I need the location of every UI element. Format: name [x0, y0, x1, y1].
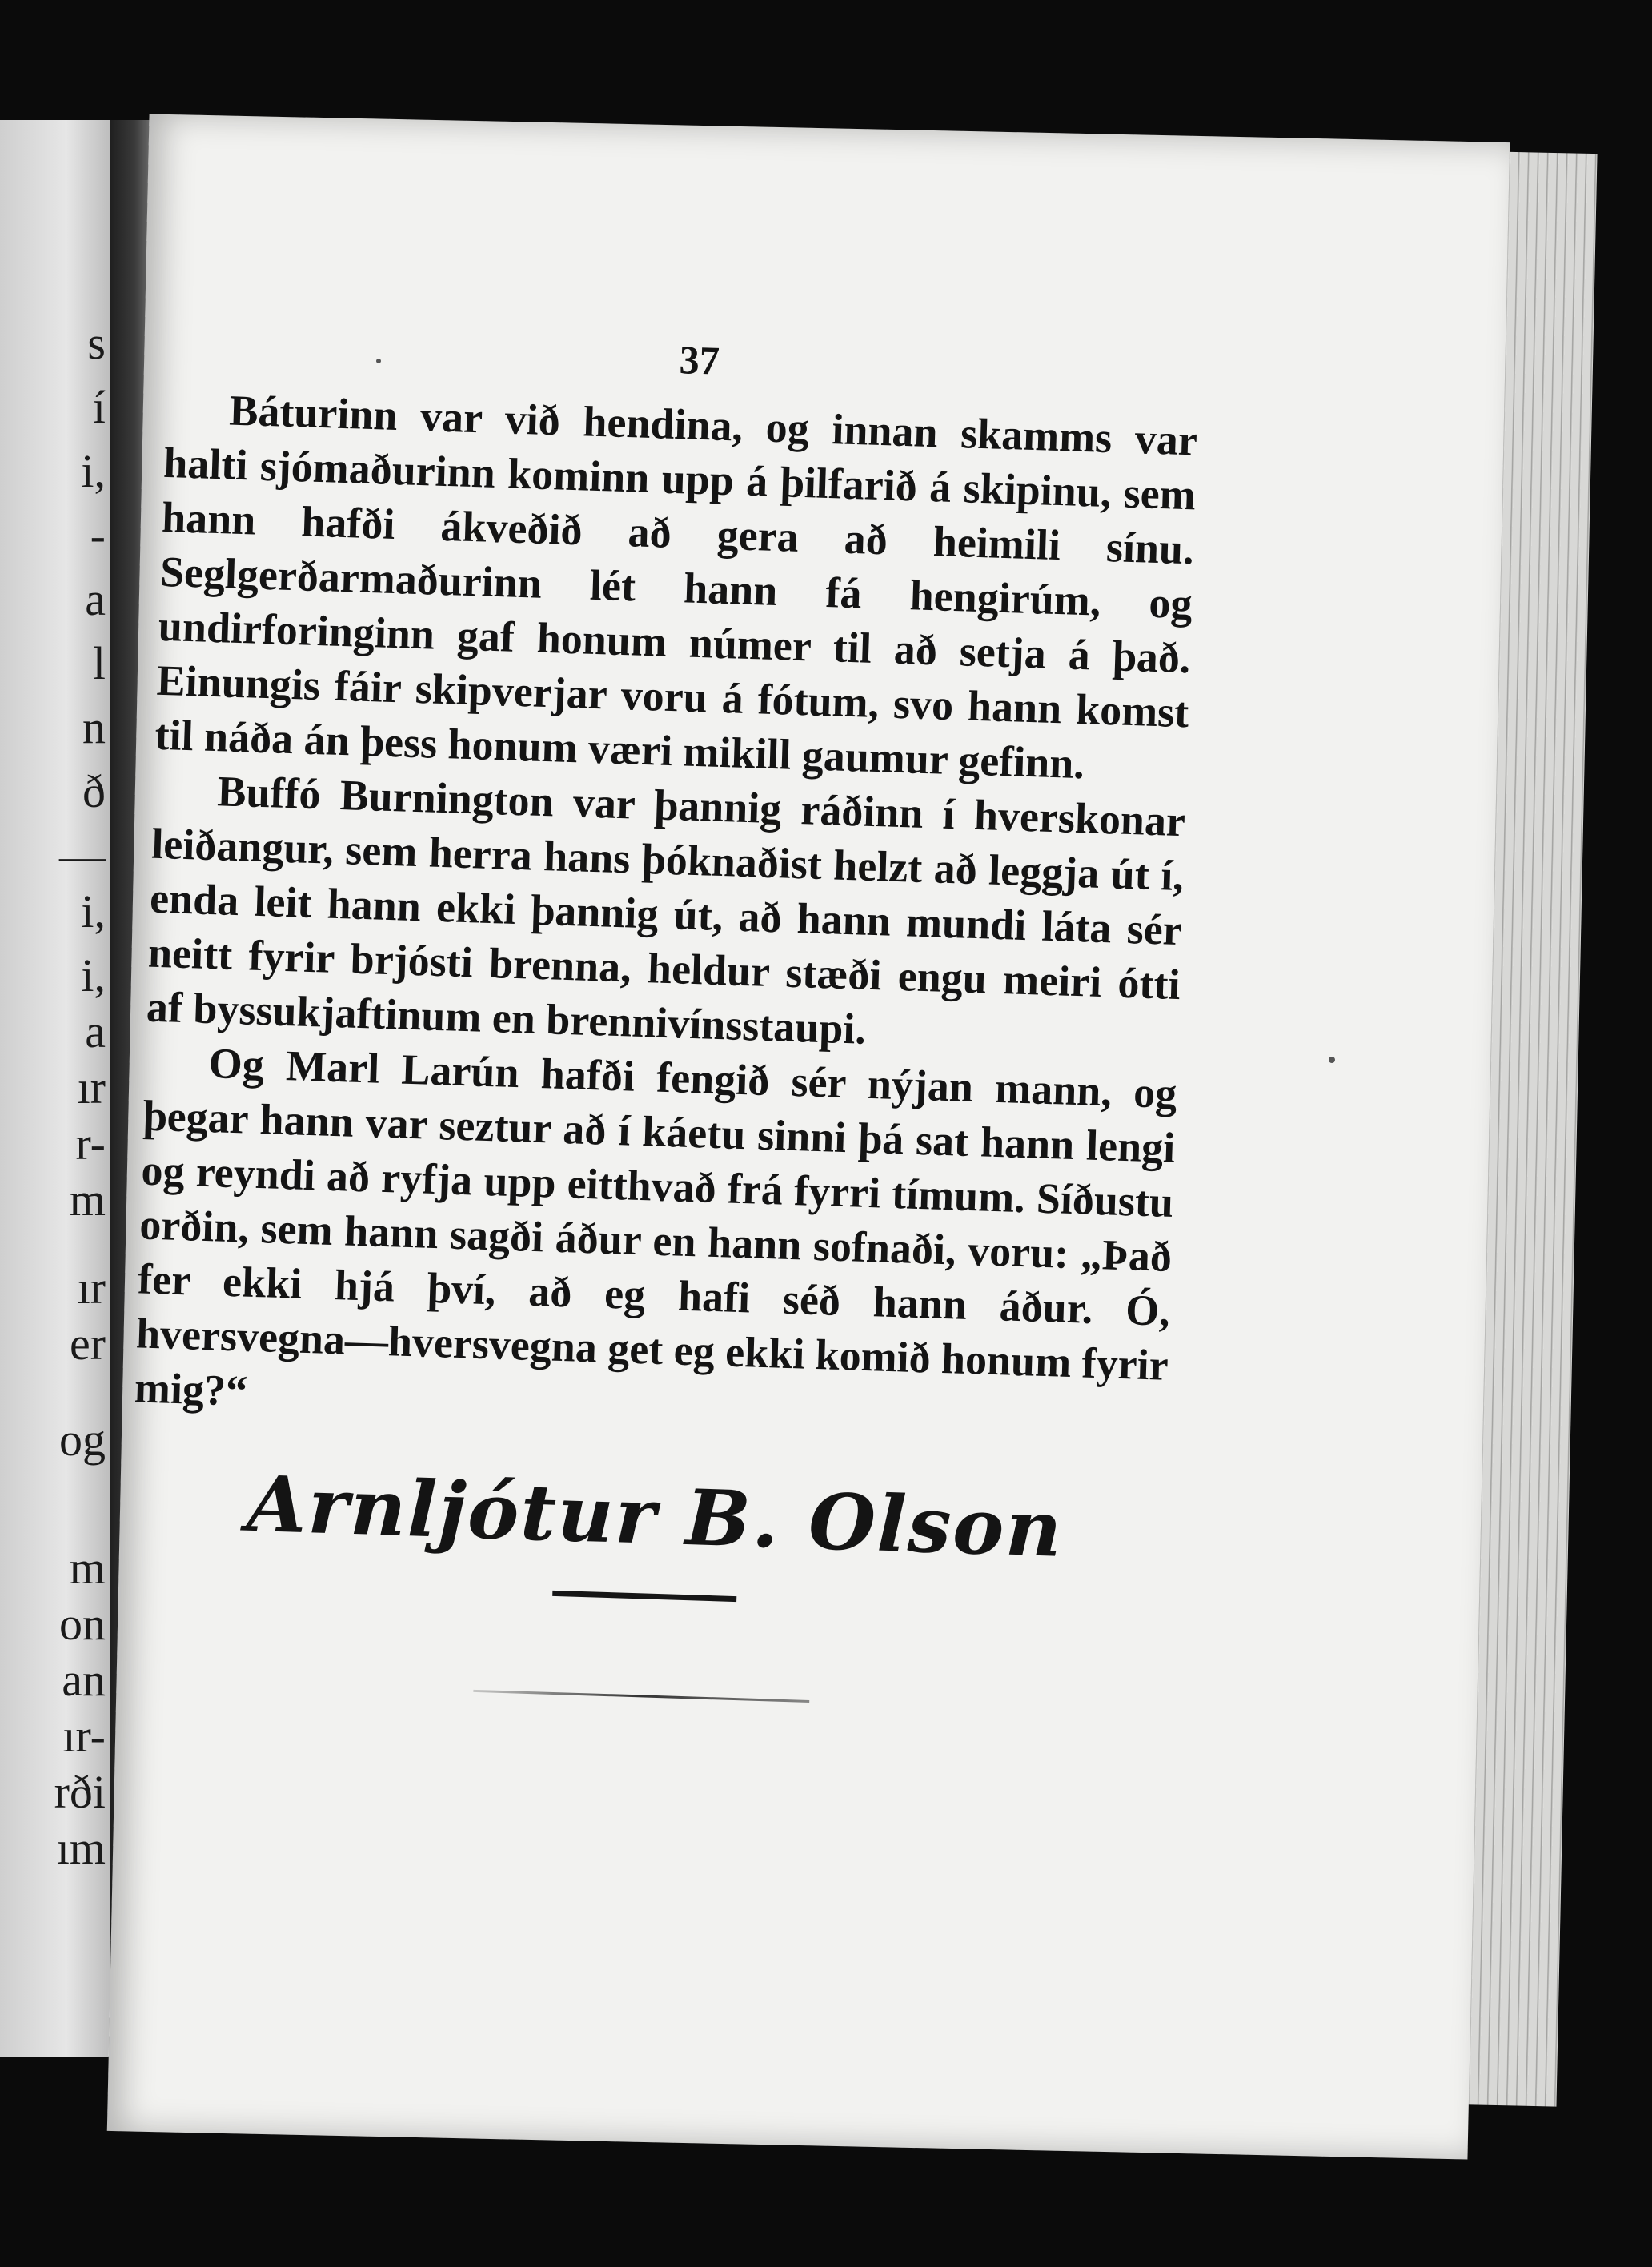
left-fragment: rði — [54, 1766, 106, 1818]
left-fragment: m — [69, 1542, 106, 1594]
left-fragment: og — [59, 1414, 106, 1466]
left-fragment: l — [92, 637, 106, 689]
section-rule — [552, 1591, 736, 1602]
paragraph: Báturinn var við hendina, og innan skamms var halti sjómaðurinn kominn upp á þilfarið á skipinu, sem hann hafði ákveðið að gera að heimili sínu. Seglgerðarmaðurinn lét hann fá hengirúm, og undirforinginn gaf honum númer til að setja á það. Einungis fáir skipverjar voru á fótum, svo hann komst til náða án þess honum væri mikill gaumur gefinn. — [154, 386, 1198, 788]
left-fragment: i, — [81, 885, 106, 937]
left-fragment: ır- — [62, 1710, 106, 1762]
left-fragment: a — [85, 1005, 106, 1057]
dust-speck — [1329, 1057, 1335, 1063]
left-fragment: í — [92, 381, 106, 433]
left-fragment: ð — [82, 765, 106, 817]
left-fragment: - — [90, 509, 106, 561]
page-text-block — [126, 320, 1201, 1714]
left-page-text-fragments — [0, 120, 110, 2057]
author-signature: Arnljótur B. Olson — [245, 1458, 1065, 1575]
left-fragment: s — [87, 317, 106, 369]
page-number: 37 — [678, 337, 720, 383]
paragraph: Buffó Burnington var þannig ráðinn í hverskonar leiðangur, sem herra hans þóknaðist helzt að leggja út í, enda leit hann ekki þannig út, að hann mundi láta sér neitt fyrir brjósti brenna, heldur stæði engu meiri ótti af byssukjaftinum en brennivínsstaupi. — [146, 767, 1186, 1053]
left-fragment: i, — [81, 445, 106, 497]
left-fragment: an — [62, 1654, 106, 1706]
left-fragment: ır — [77, 1061, 106, 1113]
left-fragment: on — [59, 1598, 106, 1650]
left-fragment: i, — [81, 949, 106, 1001]
left-fragment: m — [69, 1174, 106, 1226]
left-fragment: — — [59, 829, 106, 881]
left-fragment: r- — [75, 1117, 106, 1170]
left-page-fragment — [0, 120, 110, 2057]
dust-speck — [376, 359, 381, 363]
left-fragment: ır — [77, 1262, 106, 1314]
left-fragment: a — [85, 573, 106, 625]
left-fragment: n — [82, 701, 106, 753]
paragraph: Og Marl Larún hafði fengið sér nýjan mann, og þegar hann var seztur að í káetu sinni þá sat hann lengi og reyndi að ryfja upp eitthvað frá fyrri tímum. Síðustu orðin, sem hann sagði áður en hann sofnaði, voru: „Það fer ekki hjá því, að eg hafi séð hann áður. Ó, hversvegna—hversvegna get eg ekki komið honum fyrir mig?“ — [134, 1039, 1178, 1415]
left-fragment: ım — [56, 1822, 106, 1874]
left-fragment: er — [69, 1318, 106, 1370]
